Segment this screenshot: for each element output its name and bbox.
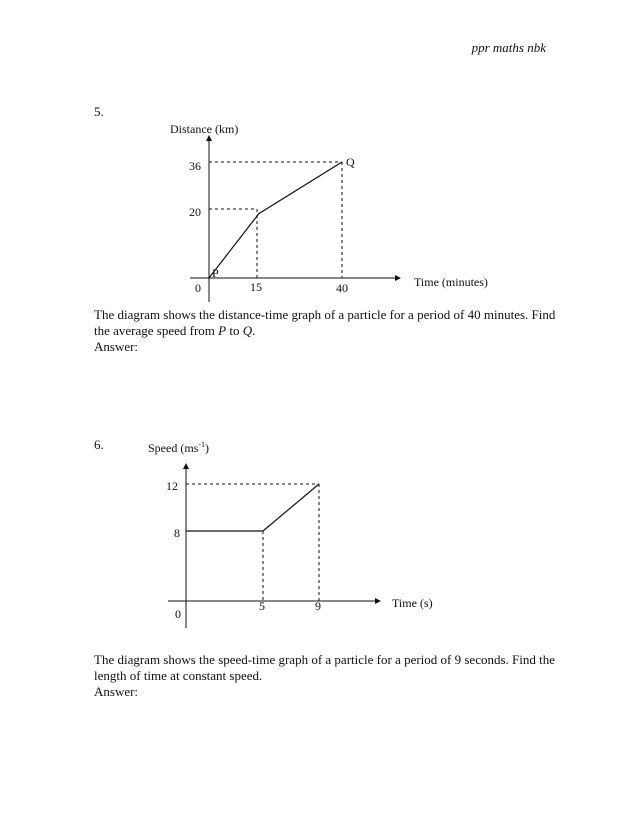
q6-ytick-12: 12 xyxy=(166,479,178,493)
q5-point-p: P xyxy=(212,266,219,280)
q5-text-p: P xyxy=(218,323,227,338)
q5-ytick-20: 20 xyxy=(189,205,201,219)
q5-text-q: Q xyxy=(242,323,253,338)
question-5-text: The diagram shows the distance-time graph of a particle for a period of 40 minutes. Find the average speed from P to Q. xyxy=(94,307,556,338)
q5-xlabel: Time (minutes) xyxy=(414,275,488,289)
question-6-text: The diagram shows the speed-time graph of a particle for a period of 9 seconds. Find the length of time at constant speed. xyxy=(94,652,555,683)
q6-graph-line xyxy=(186,484,319,531)
q6-origin: 0 xyxy=(175,607,181,621)
q5-xtick-15: 15 xyxy=(250,280,262,294)
q6-xlabel: Time (s) xyxy=(392,596,433,610)
q5-origin: 0 xyxy=(195,281,201,295)
q6-ytick-8: 8 xyxy=(174,526,180,540)
q5-ylabel: Distance (km) xyxy=(170,122,239,136)
q5-xtick-40: 40 xyxy=(336,281,348,295)
q5-ytick-36: 36 xyxy=(189,159,201,173)
q6-xtick-9: 9 xyxy=(315,599,321,613)
page-header: ppr maths nbk xyxy=(471,40,546,55)
question-6-answer: Answer: xyxy=(94,684,139,699)
question-6-number: 6. xyxy=(94,437,104,452)
q5-point-q: Q xyxy=(346,155,355,169)
question-5-answer: Answer: xyxy=(94,339,139,354)
q6-xtick-5: 5 xyxy=(259,599,265,613)
q6-ylabel: Speed $(ms^{-1})$ xyxy=(148,440,209,455)
question-5-number: 5. xyxy=(94,104,104,119)
q5-graph-line xyxy=(209,162,342,278)
